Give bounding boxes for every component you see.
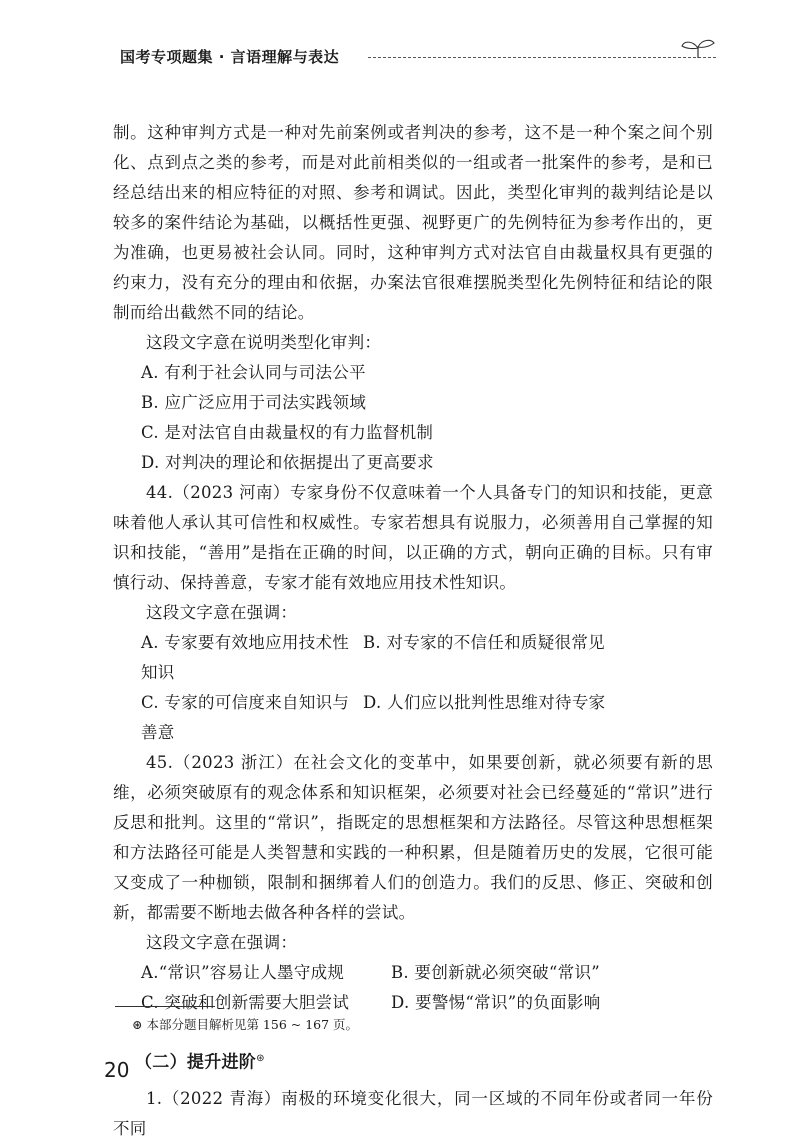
question-44-option-a: A. 专家要有效地应用技术性知识 [141,633,350,682]
page-content [113,118,713,1144]
question-43-option-c: C. 是对法官自由裁量权的有力监督机制 [141,423,434,442]
footnote-marker: ⊛ [256,1053,265,1064]
passage-44-text: 44.（2023 河南）专家身份不仅意味着一个人具备专门的知识和技能，更意味着他人承认其可信性和权威性。专家若想具有说服力，必须善用自己掌握的知识和技能，“善用”是指在正确的时间，以正确的方式，朝向正确的目标。只有审慎行动、保持善意，专家才能有效地应用技术性知识。 [113,483,713,592]
header-divider [368,57,716,58]
footnote-divider [115,1006,215,1007]
section-heading [113,1044,713,1078]
question-43-option-d: D. 对判决的理论和依据提出了更高要求 [141,453,434,472]
question-44-option-c: C. 专家的可信度来自知识与善意 [141,693,350,742]
sprout-icon [678,38,718,60]
header-title: 国考专项题集 · 言语理解与表达 [120,48,340,66]
question-44-option-b: B. 对专家的不信任和质疑很常见 [363,633,605,652]
page-number: 20 [104,1058,130,1082]
question-44-options-row-1 [113,628,713,688]
footnote: ⊛ 本部分题目解析见第 156 ~ 167 页。 [132,1017,359,1032]
passage-43-text: 制。这种审判方式是一种对先前案例或者判决的参考，这不是一种个案之间个别化、点到点之类的参考，而是对此前相类似的一组或者一批案件的参考，是和已经总结出来的相应特征的对照、参考和调试。因此，类型化审判的裁判结论是以较多的案件结论为基础，以概括性更强、视野更广的先例特征为参考作出的，更为准确，也更易被社会认同。同时，这种审判方式对法官自由裁量权具有更强的约束力，没有充分的理由和依据，办案法官很难摆脱类型化先例特征和结论的限制而给出截然不同的结论。 [113,123,713,322]
section-heading-label: （二）提升进阶 [135,1052,257,1073]
question-45-options-row-1 [113,958,713,988]
question-45-option-d: D. 要警惕“常识”的负面影响 [391,993,601,1012]
question-45-option-a: A.“常识”容易让人墨守成规 [141,963,345,982]
question-44-options-row-2 [113,688,713,748]
question-43-option-a: A. 有利于社会认同与司法公平 [141,363,366,382]
passage-45-text: 45.（2023 浙江）在社会文化的变革中，如果要创新，就必须要有新的思维，必须突破原有的观念体系和知识框架，必须要对社会已经蔓延的“常识”进行反思和批判。这里的“常识”，指既定的思想框架和方法路径。尽管这种思想框架和方法路径可能是人类智慧和实践的一种积累，但是随着历史的发展，它很可能又变成了一种枷锁，限制和捆绑着人们的创造力。我们的反思、修正、突破和创新，都需要不断地去做各种各样的尝试。 [113,753,713,922]
question-44-option-d: D. 人们应以批判性思维对待专家 [363,693,606,712]
passage-1-text: 1.（2022 青海）南极的环境变化很大，同一区域的不同年份或者同一年份不同 [113,1088,713,1138]
question-45-option-b: B. 要创新就必须突破“常识” [391,963,600,982]
running-header [120,38,720,78]
question-43-prompt: 这段文字意在说明类型化审判： [146,333,382,352]
question-45-options-row-2 [113,988,713,1018]
question-45-prompt: 这段文字意在强调： [146,933,298,952]
question-45-option-c: C. 突破和创新需要大胆尝试 [141,993,350,1012]
question-43-option-b: B. 应广泛应用于司法实践领域 [141,393,367,412]
question-44-prompt: 这段文字意在强调： [146,603,298,622]
